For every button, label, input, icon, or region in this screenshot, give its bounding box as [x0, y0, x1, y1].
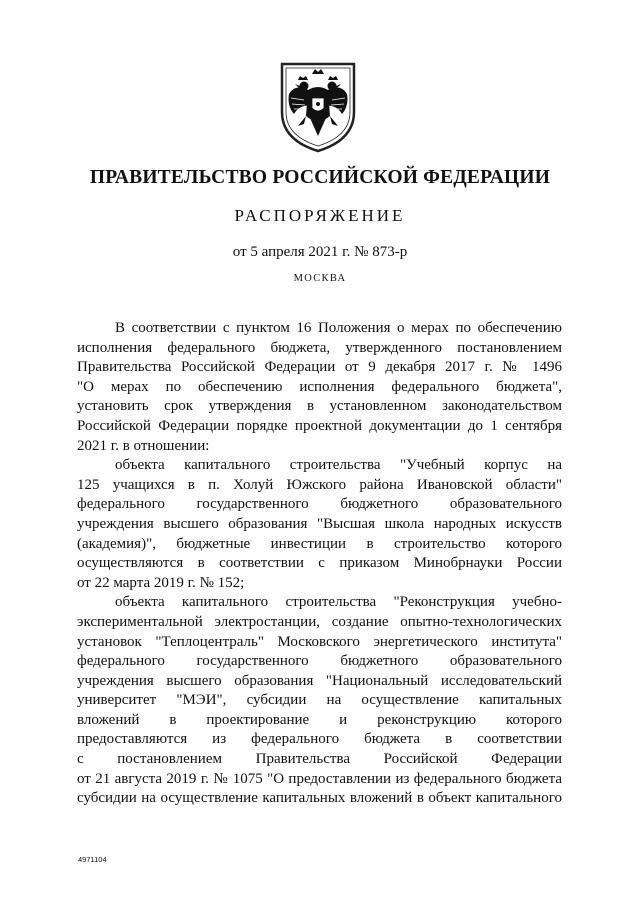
body-line: от 21 августа 2019 г. № 1075 "О предоставлении из федерального бюджета [77, 770, 562, 787]
body-line: учреждения высшего образования "Национальный исследовательский [77, 672, 562, 689]
document-city: МОСКВА [293, 273, 347, 284]
body-line: Российской Федерации порядке проектной документации до 1 сентября [77, 417, 562, 434]
body-line: объекта капитального строительства "Реконструкция учебно- [115, 594, 562, 611]
body-line: "О мерах по обеспечению исполнения федерального бюджета", [77, 378, 562, 395]
body-line: осуществляются в соответствии с приказом Минобрнауки России [77, 555, 562, 572]
body-line: 2021 г. в отношении: [77, 437, 210, 454]
body-line: от 22 марта 2019 г. № 152; [77, 574, 245, 591]
document-date-number: от 5 апреля 2021 г. № 873-р [232, 244, 408, 260]
document-body [77, 319, 562, 809]
body-line: федерального государственного бюджетного образовательного [77, 653, 562, 670]
body-line: с постановлением Правительства Российской Федерации [77, 751, 562, 768]
body-line: федерального государственного бюджетного образовательного [77, 496, 562, 513]
body-line: установить срок утверждения в установленном законодательством [77, 398, 562, 415]
body-line: предоставляются из федерального бюджета в соответствии [77, 731, 562, 748]
body-line: 125 учащихся в п. Холуй Южского района Ивановской области" [77, 476, 562, 493]
body-line: учреждения высшего образования "Высшая школа народных искусств [77, 515, 562, 532]
body-line: Правительства Российской Федерации от 9 декабря 2017 г. № 1496 [77, 359, 562, 376]
body-line: экспериментальной электростанции, создание опытно-технологических [77, 613, 562, 630]
coat-of-arms-icon [274, 54, 362, 154]
body-line: объекта капитального строительства "Учебный корпус на [115, 457, 562, 474]
body-line: установок "Теплоцентраль" Московского энергетического института" [77, 633, 562, 650]
body-line: субсидии на осуществление капитальных вложений в объект капитального [77, 790, 562, 807]
body-line: университет "МЭИ", субсидии на осуществление капитальных [77, 692, 562, 709]
body-line: исполнения федерального бюджета, утвержденного постановлением [77, 339, 562, 356]
body-line: вложений в проектирование и реконструкцию которого [77, 711, 562, 728]
body-line: В соответствии с пунктом 16 Положения о мерах по обеспечению [115, 320, 562, 336]
body-line: (академия)", бюджетные инвестиции в строительство которого [77, 535, 562, 552]
organization-title: ПРАВИТЕЛЬСТВО РОССИЙСКОЙ ФЕДЕРАЦИИ [89, 167, 551, 188]
document-type: РАСПОРЯЖЕНИЕ [234, 206, 406, 225]
document-id: 4971104 [78, 855, 107, 864]
